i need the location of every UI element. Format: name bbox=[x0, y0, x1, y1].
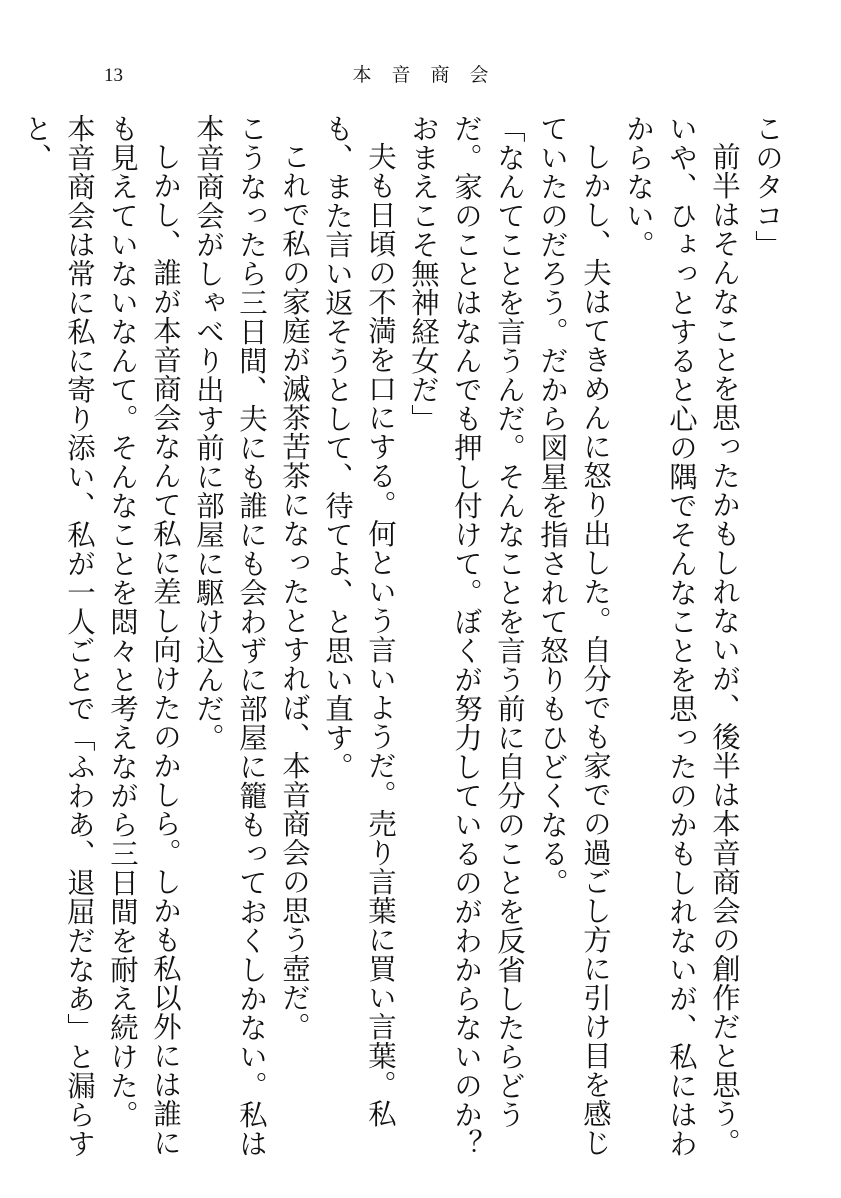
page-number: 13 bbox=[104, 65, 123, 86]
paragraph-3: しかし、夫はてきめんに怒り出した。自分でも家での過ごし方に引け目を感じていたのだろう。だから図星を指されて怒りもひどくなる。 bbox=[536, 114, 612, 1158]
paragraph-5: 夫も日頃の不満を口にする。何という言いようだ。売り言葉に買い言葉。私も、また言い返そうとして、待てよ、と思い直す。 bbox=[321, 114, 397, 1129]
paragraph-8: しかし、誰が本音商会なんて私に差し向けたのかしら。しかも私以外には誰にも見えていないなんて。そんなことを悶々と考えながら三日間を耐え続けた。 bbox=[106, 114, 182, 1158]
paragraph-1: このタコ」 bbox=[751, 114, 784, 259]
paragraph-6: これで私の家庭が滅茶苦茶になったとすれば、本音商会の思う壺だ。 bbox=[278, 142, 311, 1042]
paragraph-2: 前半はそんなことを思ったかもしれないが、後半は本音商会の創作だと思う。いや、ひょっとすると心の隅でそんなことを思ったのかもしれないが、私にはわからない。 bbox=[622, 114, 741, 1158]
body-text bbox=[20, 114, 789, 1187]
running-header-title: 本音商会 bbox=[352, 64, 509, 86]
paragraph-7: こうなったら三日間、夫にも誰にも会わずに部屋に籠もっておくしかない。私は本音商会がしゃべり出す前に部屋に駆け込んだ。 bbox=[192, 114, 268, 1158]
paragraph-4: 「なんてことを言うんだ。そんなことを言う前に自分のことを反省したらどうだ。家のことはなんでも押し付けて。ぼくが努力しているのがわからないのか？ おまえこそ無神経女だ」 bbox=[407, 114, 526, 1187]
paragraph-9: 本音商会は常に私に寄り添い、私が一人ごとで「ふわあ、退屈だなあ」と漏らすと、 bbox=[20, 114, 96, 1158]
